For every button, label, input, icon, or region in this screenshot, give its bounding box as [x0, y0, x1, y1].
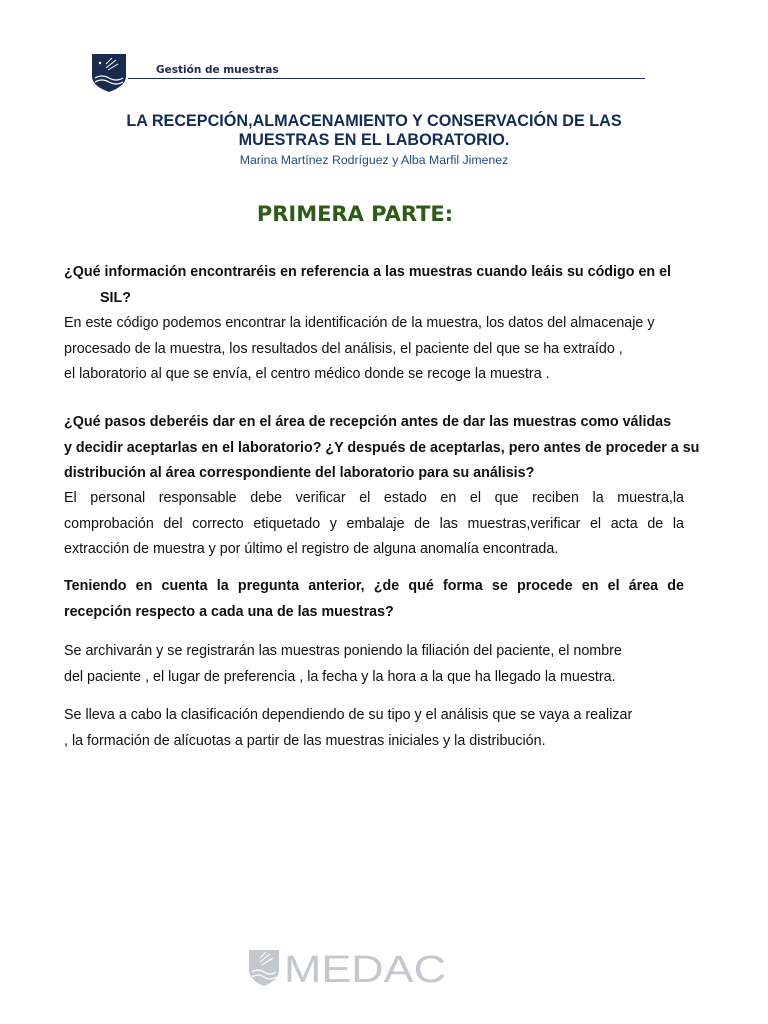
answer-line: comprobación del correcto etiquetado y embalaje de las muestras,verificar el acta de la	[64, 515, 684, 532]
answer-line: , la formación de alícuotas a partir de las muestras iniciales y la distribución.	[64, 732, 546, 749]
answer-1	[64, 311, 754, 388]
document-authors: Marina Martínez Rodríguez y Alba Marfil Jimenez	[239, 153, 509, 167]
answer-line: extracción de muestra y por último el registro de alguna anomalía encontrada.	[64, 541, 559, 557]
medac-footer-logo	[248, 948, 448, 988]
question-line: SIL?	[100, 289, 131, 306]
answer-line: Se lleva a cabo la clasificación dependiendo de su tipo y el análisis que se vaya a realizar	[64, 707, 633, 723]
question-line: distribución al área correspondiente del laboratorio para su análisis?	[64, 465, 535, 481]
document-title	[60, 112, 688, 150]
header-title: Gestión de muestras	[156, 64, 279, 76]
answer-line: el laboratorio al que se envía, el centro médico donde se recoge la muestra .	[64, 366, 550, 382]
question-2	[64, 410, 754, 487]
answer-line: En este código podemos encontrar la identificación de la muestra, los datos del almacenaje y	[64, 315, 655, 331]
question-line: recepción respecto a cada una de las muestras?	[64, 603, 394, 620]
footer-logo-text: MEDAC	[284, 949, 446, 988]
question-line: ¿Qué pasos deberéis dar en el área de recepción antes de dar las muestras como válidas	[64, 414, 672, 430]
question-1	[64, 260, 754, 311]
answer-line: El personal responsable debe verificar el estado en el que reciben la muestra,la	[64, 490, 684, 506]
document-title-line: LA RECEPCIÓN,ALMACENAMIENTO Y CONSERVACIÓN DE LAS	[126, 112, 622, 130]
question-line: Teniendo en cuenta la pregunta anterior, ¿de qué forma se procede en el área de	[64, 578, 684, 594]
question-line: y decidir aceptarlas en el laboratorio? ¿Y después de aceptarlas, pero antes de proceder a su	[64, 439, 700, 456]
medac-shield-logo	[92, 54, 126, 92]
question-line: ¿Qué información encontraréis en referencia a las muestras cuando leáis su código en el	[64, 264, 672, 280]
header-rule	[128, 78, 645, 79]
document-title-line: MUESTRAS EN EL LABORATORIO.	[238, 131, 510, 149]
answer-3a	[64, 639, 754, 690]
answer-line: del paciente , el lugar de preferencia , la fecha y la hora a la que ha llegado la muestra.	[64, 668, 616, 685]
section-title: PRIMERA PARTE:	[256, 202, 454, 226]
answer-line: procesado de la muestra, los resultados del análisis, el paciente del que se ha extraído ,	[64, 340, 623, 357]
answer-2	[64, 486, 754, 563]
answer-3b	[64, 703, 754, 754]
answer-line: Se archivarán y se registrarán las muestras poniendo la filiación del paciente, el nombre	[64, 643, 622, 659]
question-3	[64, 574, 754, 625]
